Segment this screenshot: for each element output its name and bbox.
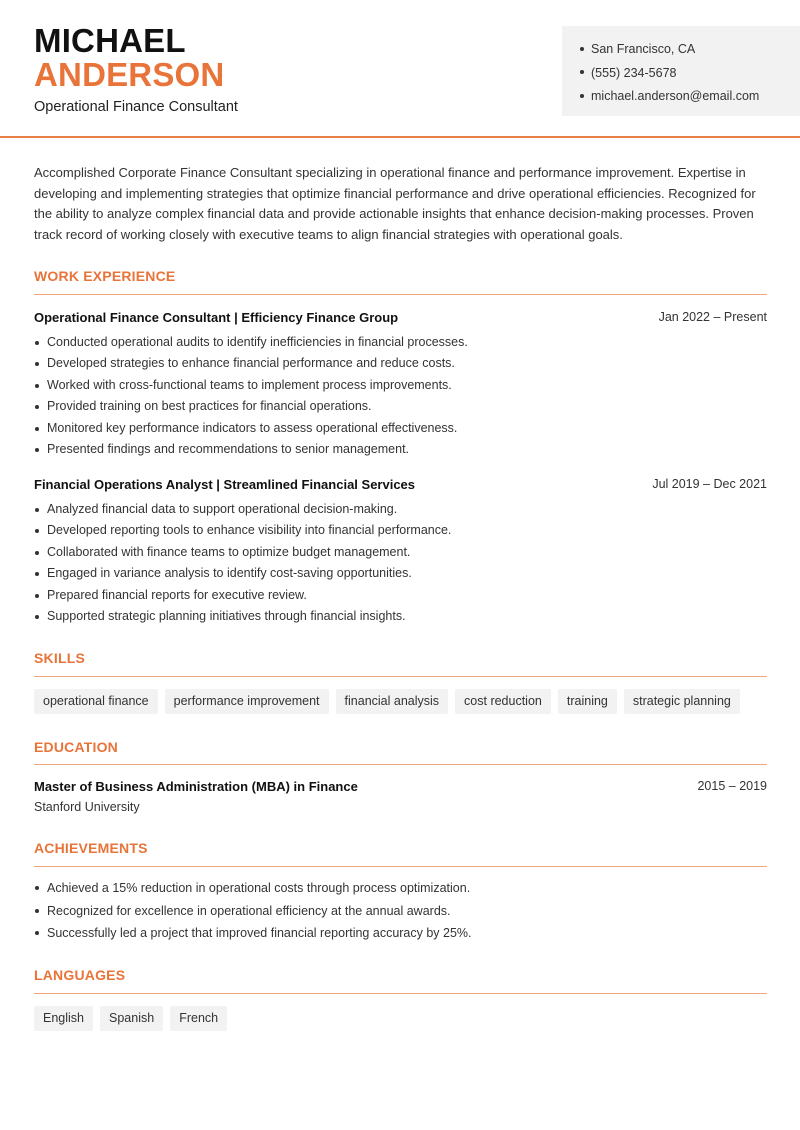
skill-tag: performance improvement bbox=[165, 689, 329, 714]
list-item: Developed reporting tools to enhance visibility into financial performance. bbox=[34, 520, 767, 541]
contact-phone bbox=[580, 62, 800, 86]
list-item: Worked with cross-functional teams to implement process improvements. bbox=[34, 375, 767, 396]
skill-tag: financial analysis bbox=[336, 689, 449, 714]
list-item: Successfully led a project that improved financial reporting accuracy by 25%. bbox=[34, 922, 767, 945]
job-role: Financial Operations Analyst | Streamlined Financial Services bbox=[34, 477, 416, 492]
bullet-icon bbox=[580, 94, 584, 98]
section-divider bbox=[34, 866, 767, 867]
contact-location-text: San Francisco, CA bbox=[591, 42, 696, 56]
list-item: Supported strategic planning initiatives through financial insights. bbox=[34, 606, 767, 627]
section-divider bbox=[34, 676, 767, 677]
job-title: Operational Finance Consultant bbox=[34, 99, 238, 115]
list-item: Prepared financial reports for executive review. bbox=[34, 585, 767, 606]
list-item: Provided training on best practices for financial operations. bbox=[34, 396, 767, 417]
contact-location bbox=[580, 38, 800, 62]
list-item: Developed strategies to enhance financial performance and reduce costs. bbox=[34, 353, 767, 374]
skills-tags bbox=[34, 689, 740, 714]
bullet-icon bbox=[580, 47, 584, 51]
language-tag: English bbox=[34, 1006, 93, 1031]
list-item: Recognized for excellence in operational efficiency at the annual awards. bbox=[34, 900, 767, 923]
degree-title: Master of Business Administration (MBA) in Finance bbox=[34, 779, 358, 794]
skill-tag: cost reduction bbox=[455, 689, 551, 714]
achievements-list bbox=[34, 877, 767, 945]
first-name: MICHAEL bbox=[34, 22, 186, 59]
contact-email-text: michael.anderson@email.com bbox=[591, 89, 760, 103]
job-header bbox=[34, 310, 767, 325]
section-divider bbox=[34, 993, 767, 994]
language-tag: Spanish bbox=[100, 1006, 163, 1031]
list-item: Presented findings and recommendations to senior management. bbox=[34, 439, 767, 460]
job-role: Operational Finance Consultant | Efficiency Finance Group bbox=[34, 310, 399, 325]
school-name: Stanford University bbox=[34, 800, 140, 814]
education-dates: 2015 – 2019 bbox=[697, 779, 767, 793]
skill-tag: strategic planning bbox=[624, 689, 740, 714]
language-tag: French bbox=[170, 1006, 227, 1031]
skills-heading: SKILLS bbox=[34, 650, 85, 666]
skill-tag: operational finance bbox=[34, 689, 158, 714]
contact-phone-text: (555) 234-5678 bbox=[591, 65, 677, 80]
resume-header bbox=[0, 0, 800, 138]
education-header bbox=[34, 779, 767, 794]
job-dates: Jul 2019 – Dec 2021 bbox=[652, 477, 767, 491]
list-item: Engaged in variance analysis to identify cost-saving opportunities. bbox=[34, 563, 767, 584]
section-divider bbox=[34, 764, 767, 765]
job-bullets bbox=[34, 499, 767, 627]
list-item: Monitored key performance indicators to assess operational effectiveness. bbox=[34, 418, 767, 439]
list-item: Achieved a 15% reduction in operational costs through process optimization. bbox=[34, 877, 767, 900]
last-name: ANDERSON bbox=[34, 56, 225, 93]
achievements-heading: ACHIEVEMENTS bbox=[34, 840, 148, 856]
summary: Accomplished Corporate Finance Consultant specializing in operational finance and performance improvement. Expertise in developing and implementing strategies that optimize financial performance and drive operational efficiencies. Recognized for the ability to analyze complex financial data and provide actionable insights that enhance decision-making processes. Proven track record of working closely with executive teams to align financial strategies with operational goals. bbox=[34, 165, 756, 242]
work-experience-heading: WORK EXPERIENCE bbox=[34, 268, 176, 284]
contact-box bbox=[562, 26, 800, 116]
education-heading: EDUCATION bbox=[34, 739, 118, 755]
job-dates: Jan 2022 – Present bbox=[658, 310, 767, 324]
section-divider bbox=[34, 294, 767, 295]
bullet-icon bbox=[580, 70, 584, 74]
job-bullets bbox=[34, 332, 767, 460]
list-item: Collaborated with finance teams to optimize budget management. bbox=[34, 542, 767, 563]
skill-tag: training bbox=[558, 689, 617, 714]
languages-tags bbox=[34, 1006, 227, 1031]
contact-email bbox=[580, 85, 800, 109]
list-item: Conducted operational audits to identify inefficiencies in financial processes. bbox=[34, 332, 767, 353]
languages-heading: LANGUAGES bbox=[34, 967, 126, 983]
list-item: Analyzed financial data to support operational decision-making. bbox=[34, 499, 767, 520]
job-header bbox=[34, 477, 767, 492]
